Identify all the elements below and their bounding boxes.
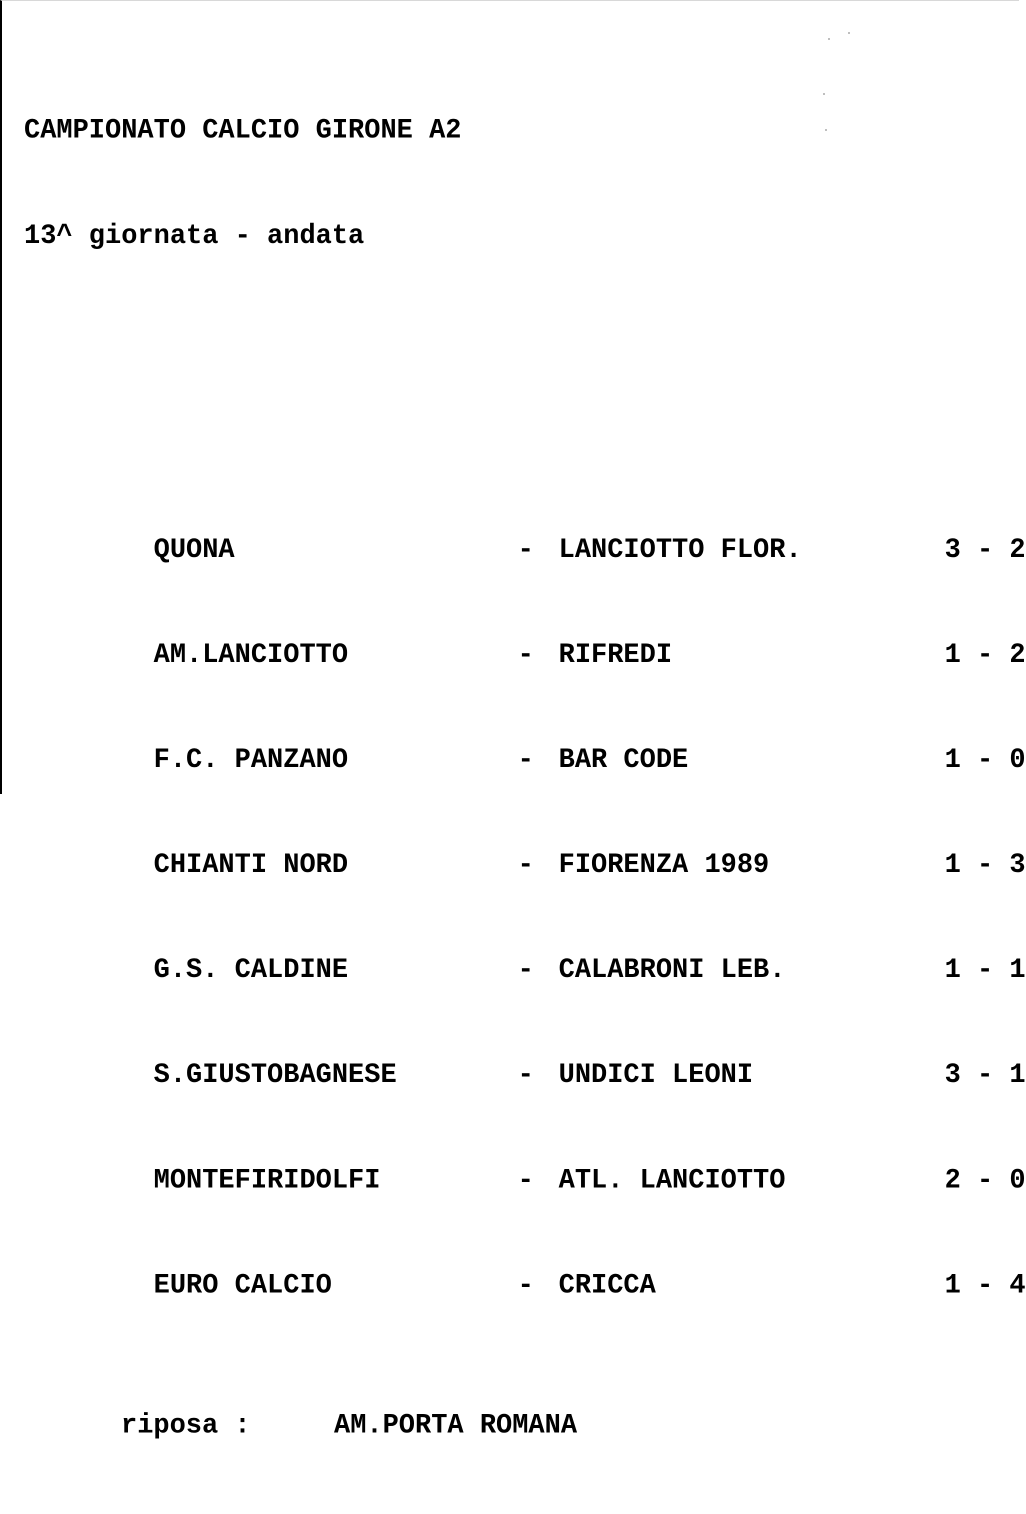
scan-speck xyxy=(823,93,825,95)
match-separator: - xyxy=(517,535,534,567)
match-score: 3 - 1 xyxy=(944,1060,1026,1092)
rest-team: AM.PORTA ROMANA xyxy=(334,1410,578,1442)
match-separator: - xyxy=(517,1270,534,1302)
match-score: 2 - 0 xyxy=(944,1165,1026,1197)
home-team: F.C. PANZANO xyxy=(153,745,349,777)
rest-label: riposa : xyxy=(121,1410,251,1442)
match-separator: - xyxy=(517,1060,534,1092)
home-team: AM.LANCIOTTO xyxy=(153,640,349,672)
match-score: 1 - 1 xyxy=(944,955,1026,987)
match-row xyxy=(24,918,1026,987)
match-row xyxy=(24,708,1026,777)
scan-speck xyxy=(825,129,827,131)
away-team: RIFREDI xyxy=(558,640,673,672)
scan-speck xyxy=(828,38,830,40)
match-score: 1 - 3 xyxy=(944,850,1026,882)
away-team: LANCIOTTO FLOR. xyxy=(558,535,802,567)
match-row xyxy=(24,603,1026,672)
match-score: 1 - 2 xyxy=(944,640,1026,672)
home-team: CHIANTI NORD xyxy=(153,850,349,882)
home-team: MONTEFIRIDOLFI xyxy=(153,1165,381,1197)
match-row xyxy=(24,1234,1026,1302)
match-list xyxy=(24,428,1026,1339)
match-separator: - xyxy=(517,955,534,987)
away-team: CRICCA xyxy=(558,1270,656,1302)
blank-line xyxy=(24,324,1026,358)
home-team: S.GIUSTOBAGNESE xyxy=(153,1060,397,1092)
match-separator: - xyxy=(517,1165,534,1197)
home-team: QUONA xyxy=(153,535,235,567)
match-score: 1 - 4 xyxy=(944,1270,1026,1302)
rest-line xyxy=(24,1409,1026,1444)
match-separator: - xyxy=(517,640,534,672)
away-team: UNDICI LEONI xyxy=(558,1060,754,1092)
match-separator: - xyxy=(517,850,534,882)
home-team: G.S. CALDINE xyxy=(153,955,349,987)
away-team: CALABRONI LEB. xyxy=(558,955,786,987)
away-team: FIORENZA 1989 xyxy=(558,850,770,882)
document-title: CAMPIONATO CALCIO GIRONE A2 xyxy=(24,116,462,147)
scan-speck xyxy=(848,32,850,34)
match-separator: - xyxy=(517,745,534,777)
match-row xyxy=(24,498,1026,567)
document-subtitle: 13^ giornata - andata xyxy=(24,221,365,253)
match-score: 3 - 2 xyxy=(944,535,1026,567)
home-team: EURO CALCIO xyxy=(153,1270,332,1302)
match-row xyxy=(24,813,1026,882)
match-score: 1 - 0 xyxy=(944,745,1026,777)
match-row xyxy=(24,1129,1026,1197)
document-body xyxy=(24,44,1026,1514)
away-team: ATL. LANCIOTTO xyxy=(558,1165,786,1197)
away-team: BAR CODE xyxy=(558,745,689,777)
match-row xyxy=(24,1024,1026,1092)
